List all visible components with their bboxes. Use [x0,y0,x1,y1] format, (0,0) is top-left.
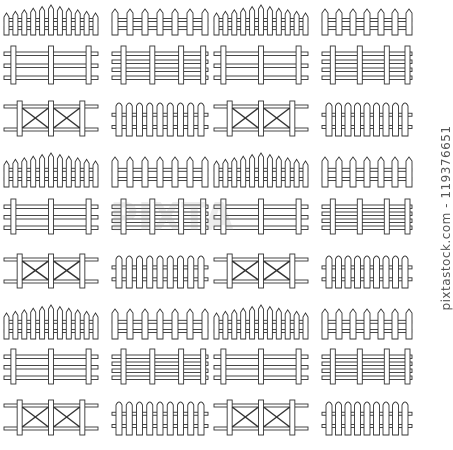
fence-picket-pointed [4,153,98,187]
fence-cross-x-brace [4,101,98,136]
ghost-watermark: PIXTA [110,195,234,239]
fence-cross-rounded [112,402,208,435]
fence-picket-pointed-wide [112,309,208,339]
fence-picket-pointed-wide [322,309,412,339]
fence-picket-pointed [214,305,308,339]
fence-cross-rounded [322,256,412,288]
fence-rail-three-rail [214,199,308,234]
fence-rail-three-rail [214,349,308,384]
fence-picket-pointed [4,5,98,35]
fence-rail-four-rail [112,46,208,84]
fence-cross-x-brace [4,254,98,288]
fence-rail-four-rail [322,349,412,384]
fence-cross-rounded [322,402,412,435]
fence-picket-pointed [214,5,308,35]
fence-picket-pointed [214,153,308,187]
fence-picket-pointed-wide [322,157,412,187]
fence-rail-four-rail [112,199,208,234]
fence-rail-three-rail [4,349,98,384]
fence-cross-rounded [112,256,208,288]
fence-cross-x-brace [214,101,308,136]
fence-picket-pointed-wide [322,9,412,35]
fence-cross-rounded [112,103,208,136]
fence-picket-pointed-wide [112,9,208,35]
fence-rail-three-rail [4,199,98,234]
fence-cross-x-brace [214,400,308,435]
fence-picket-pointed [4,305,98,339]
fence-rail-four-rail [322,46,412,84]
fence-cross-x-brace [214,254,308,288]
fence-cross-x-brace [4,400,98,435]
watermark-text: pixtastock.com - 119376651 [439,125,453,311]
fence-rail-four-rail [112,349,208,384]
fence-cross-rounded [322,103,412,136]
fence-rail-three-rail [4,46,98,84]
fence-rail-three-rail [214,46,308,84]
fence-picket-pointed-wide [112,157,208,187]
fence-rail-four-rail [322,199,412,234]
